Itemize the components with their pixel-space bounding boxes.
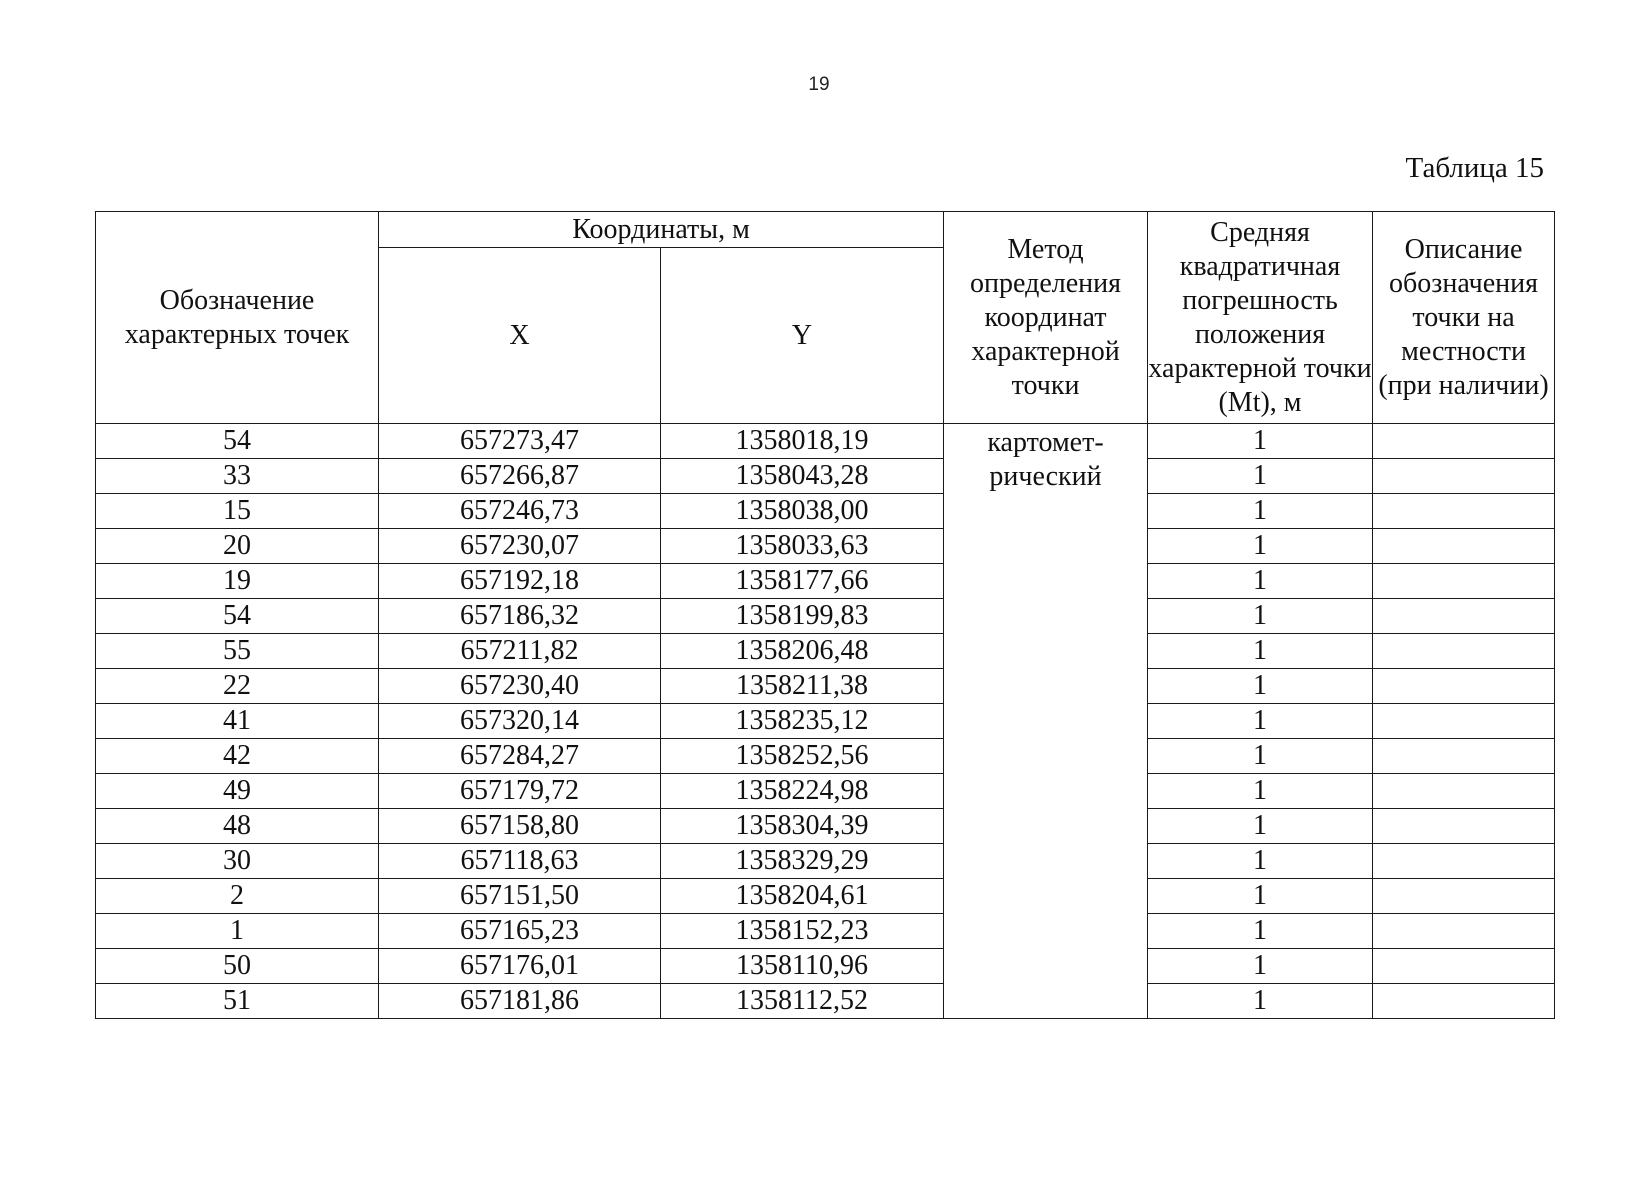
description-cell [1373,914,1555,949]
table-row [96,914,1555,949]
table-row [96,984,1555,1019]
coordinates-table [95,211,1555,1019]
x-cell: 657165,23 [379,914,661,949]
table-row [96,529,1555,564]
accuracy-cell: 1 [1148,844,1373,879]
point-cell: 49 [96,774,379,809]
x-cell: 657192,18 [379,564,661,599]
description-cell [1373,949,1555,984]
description-cell [1373,529,1555,564]
accuracy-cell: 1 [1148,739,1373,774]
description-cell [1373,599,1555,634]
table-row [96,599,1555,634]
y-cell: 1358235,12 [661,704,944,739]
y-cell: 1358043,28 [661,459,944,494]
table-row [96,634,1555,669]
table-row [96,879,1555,914]
x-cell: 657273,47 [379,424,661,459]
x-cell: 657186,32 [379,599,661,634]
description-cell [1373,739,1555,774]
point-cell: 54 [96,424,379,459]
y-cell: 1358252,56 [661,739,944,774]
description-cell [1373,704,1555,739]
y-cell: 1358152,23 [661,914,944,949]
table-row [96,774,1555,809]
point-cell: 33 [96,459,379,494]
method-cell: картомет- рический [944,424,1148,1019]
header-method: Метод определения координат характерной точки [944,212,1148,424]
x-cell: 657230,07 [379,529,661,564]
x-cell: 657181,86 [379,984,661,1019]
table-row [96,459,1555,494]
y-cell: 1358112,52 [661,984,944,1019]
y-cell: 1358304,39 [661,809,944,844]
description-cell [1373,879,1555,914]
page-number: 19 [808,74,830,95]
y-cell: 1358206,48 [661,634,944,669]
x-cell: 657158,80 [379,809,661,844]
y-cell: 1358177,66 [661,564,944,599]
header-point-designation: Обозначение характерных точек [96,212,379,424]
description-cell [1373,494,1555,529]
point-cell: 2 [96,879,379,914]
table-caption: Таблица 15 [1405,152,1544,184]
accuracy-cell: 1 [1148,529,1373,564]
accuracy-cell: 1 [1148,809,1373,844]
point-cell: 15 [96,494,379,529]
description-cell [1373,774,1555,809]
x-cell: 657118,63 [379,844,661,879]
accuracy-cell: 1 [1148,774,1373,809]
table-body [96,424,1555,1019]
description-cell [1373,669,1555,704]
accuracy-cell: 1 [1148,459,1373,494]
point-cell: 50 [96,949,379,984]
y-cell: 1358211,38 [661,669,944,704]
header-description: Описание обозначения точки на местности (при наличии) [1373,212,1555,424]
description-cell [1373,634,1555,669]
y-cell: 1358204,61 [661,879,944,914]
header-accuracy: Средняя квадратичная погрешность положения характерной точки (Mt), м [1148,212,1373,424]
point-cell: 41 [96,704,379,739]
description-cell [1373,424,1555,459]
accuracy-cell: 1 [1148,564,1373,599]
x-cell: 657320,14 [379,704,661,739]
table-row [96,564,1555,599]
description-cell [1373,809,1555,844]
x-cell: 657176,01 [379,949,661,984]
header-x: X [379,248,661,424]
description-cell [1373,984,1555,1019]
point-cell: 42 [96,739,379,774]
accuracy-cell: 1 [1148,669,1373,704]
table-row [96,739,1555,774]
y-cell: 1358329,29 [661,844,944,879]
table-row [96,704,1555,739]
x-cell: 657266,87 [379,459,661,494]
x-cell: 657230,40 [379,669,661,704]
y-cell: 1358224,98 [661,774,944,809]
table-row [96,424,1555,459]
y-cell: 1358199,83 [661,599,944,634]
accuracy-cell: 1 [1148,494,1373,529]
y-cell: 1358033,63 [661,529,944,564]
accuracy-cell: 1 [1148,704,1373,739]
table-row [96,949,1555,984]
point-cell: 51 [96,984,379,1019]
description-cell [1373,459,1555,494]
point-cell: 1 [96,914,379,949]
y-cell: 1358038,00 [661,494,944,529]
header-y: Y [661,248,944,424]
table-row [96,494,1555,529]
accuracy-cell: 1 [1148,599,1373,634]
accuracy-cell: 1 [1148,879,1373,914]
description-cell [1373,844,1555,879]
accuracy-cell: 1 [1148,984,1373,1019]
point-cell: 22 [96,669,379,704]
table-row [96,844,1555,879]
point-cell: 19 [96,564,379,599]
accuracy-cell: 1 [1148,949,1373,984]
header-coordinates: Координаты, м [379,212,944,248]
x-cell: 657179,72 [379,774,661,809]
point-cell: 55 [96,634,379,669]
x-cell: 657246,73 [379,494,661,529]
point-cell: 20 [96,529,379,564]
x-cell: 657151,50 [379,879,661,914]
table-row [96,669,1555,704]
x-cell: 657211,82 [379,634,661,669]
point-cell: 30 [96,844,379,879]
point-cell: 54 [96,599,379,634]
y-cell: 1358018,19 [661,424,944,459]
x-cell: 657284,27 [379,739,661,774]
accuracy-cell: 1 [1148,914,1373,949]
description-cell [1373,564,1555,599]
y-cell: 1358110,96 [661,949,944,984]
table-row [96,809,1555,844]
accuracy-cell: 1 [1148,634,1373,669]
accuracy-cell: 1 [1148,424,1373,459]
point-cell: 48 [96,809,379,844]
